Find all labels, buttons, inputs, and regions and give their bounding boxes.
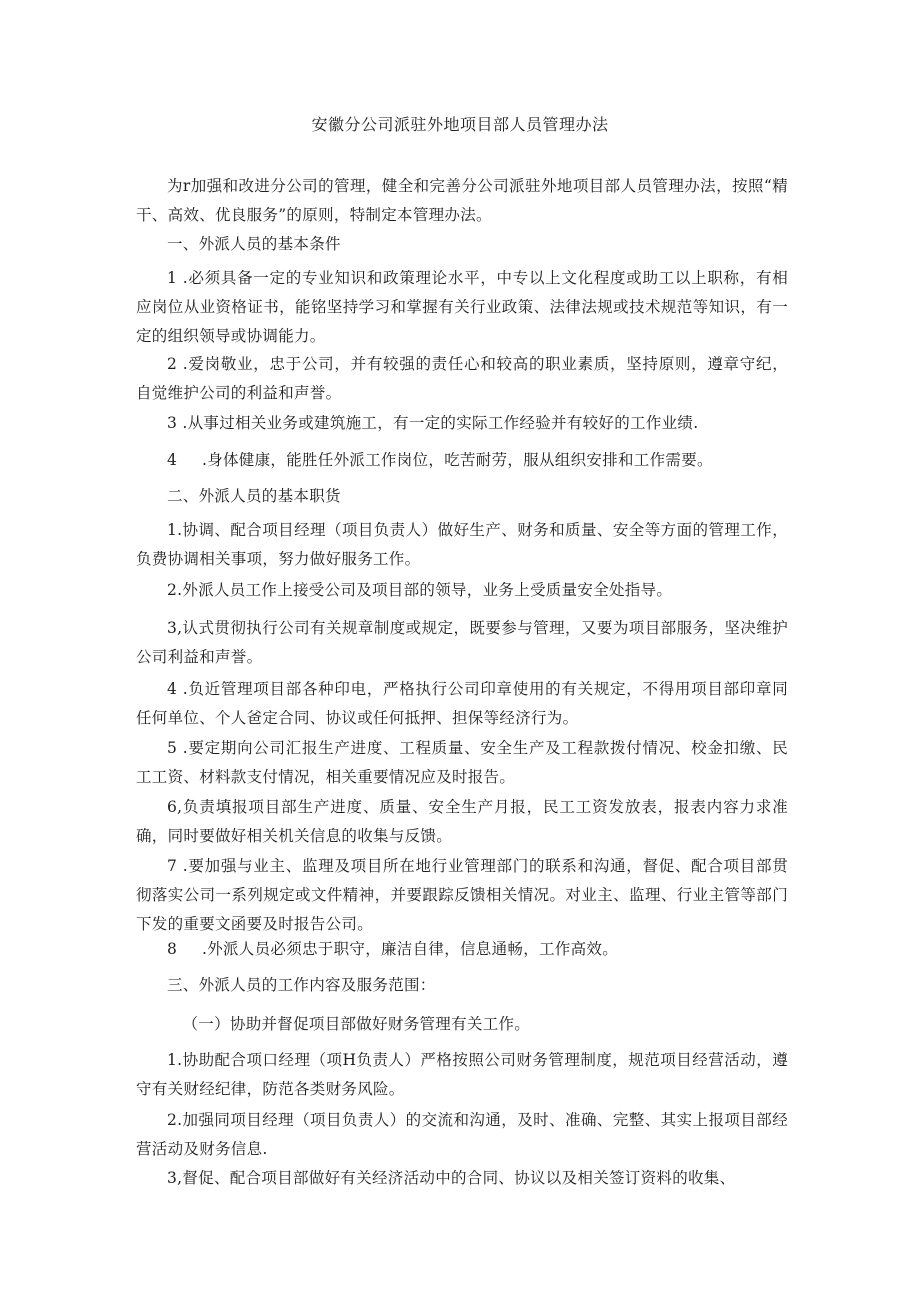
section-heading-3: 三、外派人员的工作内容及服务范围：: [167, 976, 436, 994]
section3-sub-heading: （一）协助并督促项目部做好财务管理有关工作。: [182, 1015, 531, 1033]
section3-item-2: 2.加强同项目经理（项目负责人）的交流和沟通，及时、准确、完整、其实上报项目部经营活动及财务信息.: [136, 1111, 788, 1158]
item-number: 8: [167, 940, 178, 958]
section2-item-5: 5 .要定期向公司汇报生产进度、工程质量、安全生产及工程款拨付情况、校金扣缴、民工工资、材料款支付情况，相关重要情况应及时报告。: [136, 739, 788, 786]
section2-item-3: 3,认式贯彻执行公司有关规章制度或规定，既要参与管理，又要为项目部服务，坚决维护公司利益和声誉。: [136, 619, 788, 666]
section1-item-1: 1 .必须具备一定的专业知识和政策理论水平，中专以上文化程度或助工以上职称，有相应岗位从业资格证书，能铭坚持学习和掌握有关行业政策、法律法规或技术规范等知识，有一定的组织领导或协调能力。: [136, 269, 788, 345]
section2-item-6: 6,负责填报项目部生产进度、质量、安全生产月报，民工工资发放表，报表内容力求准确，同时要做好相关机关信息的收集与反馈。: [136, 798, 788, 845]
section2-item-4: 4 .负近管理项目部各种印电，严格执行公司印章使用的有关规定，不得用项目部印章同任何单位、个人爸定合同、协议或任何抵押、担保等经济行为。: [136, 680, 788, 727]
item-text: .外派人员必须忠于职守，廉洁自律，信息通畅，工作高效。: [201, 940, 618, 958]
section1-item-3: 3 .从事过相关业务或建筑施工，有一定的实际工作经验并有较好的工作业绩.: [167, 414, 699, 432]
section-heading-2: 二、外派人员的基本职货: [167, 487, 341, 505]
document-title: 安徽分公司派驻外地项目部人员管理办法: [311, 115, 609, 134]
section3-item-1: 1.协助配合项口经理（项H负责人）严格按照公司财务管理制度，规范项目经营活动，遵守有关财经纪律，防范各类财务风险。: [136, 1051, 788, 1098]
section2-item-2: 2.外派人员工作上接受公司及项目部的领导，业务上受质量安全处指导。: [167, 581, 673, 599]
section-heading-1: 一、外派人员的基本条件: [167, 235, 341, 253]
section2-item-8: [136, 935, 788, 964]
section1-item-4: [136, 446, 788, 475]
item-text: .身体健康，能胜任外派工作岗位，吃苦耐劳，服从组织安排和工作需要。: [201, 451, 713, 469]
section3-item-3: 3,督促、配合项目部做好有关经济活动中的合同、协议以及相关签订资料的收集、: [167, 1169, 736, 1187]
intro-paragraph: 为r加强和改进分公司的管理，健全和完善分公司派驻外地项目部人员管理办法，按照“精干、高效、优良服务”的原则，特制定本管理办法。: [136, 177, 788, 224]
section2-item-7: 7 .要加强与业主、监理及项目所在地行业管理部门的联系和沟通，督促、配合项目部贯彻落实公司一系列规定或文件精神，并要跟踪反馈相关情况。对业主、监理、行业主管等部门下发的重要文函要及时报告公司。: [136, 857, 788, 933]
section2-item-1: 1.协调、配合项目经理（项目负责人）做好生产、财务和质量、安全等方面的管理工作，负费协调相关事项，努力做好服务工作。: [136, 521, 788, 568]
item-number: 4: [167, 451, 178, 469]
section1-item-2: 2 .爱岗敬业，忠于公司，并有较强的责任心和较高的职业素质，坚持原则，遵章守纪，自觉维护公司的利益和声誉。: [136, 355, 788, 402]
